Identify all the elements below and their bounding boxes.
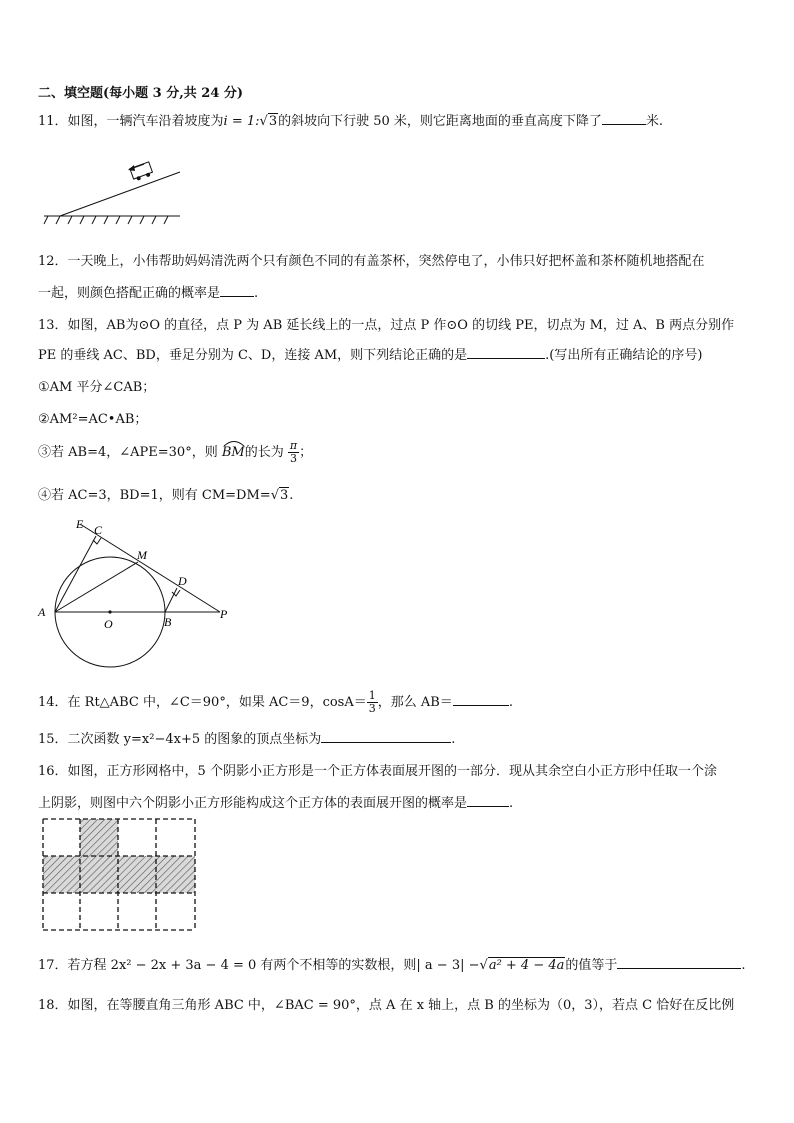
q13-opt3-arc: BM — [222, 445, 245, 460]
question-11: 11．如图，一辆汽车沿着坡度为i = 1:√3的斜坡向下行驶 50 米，则它距离地面的垂直高度下降了 米. — [38, 114, 664, 129]
question-18-line1: 18．如图，在等腰直角三角形 ABC 中，∠BAC = 90°，点 A 在 x 轴上，点 B 的坐标为（0，3），若点 C 恰好在反比例 — [38, 998, 735, 1013]
label-d: D — [178, 574, 187, 588]
q11-unit: 米. — [645, 114, 664, 129]
q12-prefix: 一起，则颜色搭配正确的概率是 — [38, 286, 221, 301]
label-p: P — [220, 607, 228, 621]
q13-opt4-prefix: ④若 AC=3，BD=1，则有 CM=DM= — [38, 488, 271, 503]
q16-suffix: . — [509, 796, 514, 811]
question-17: 17．若方程 2x² − 2x + 3a − 4 = 0 有两个不相等的实数根，则| a − 3| −√a² + 4 − 4a的值等于 . — [38, 958, 746, 973]
q12-suffix: . — [254, 286, 259, 301]
question-12-line1: 12．一天晚上，小伟帮助妈妈清洗两个只有颜色不同的有盖茶杯，突然停电了，小伟只好把杯盖和茶杯随机地搭配在 — [38, 254, 705, 269]
q17-prefix: 17．若方程 2x² − 2x + 3a − 4 = 0 有两个不相等的实数根，则| a − 3| − — [38, 958, 480, 973]
q13-opt3-suffix: ； — [299, 445, 313, 460]
label-b: B — [164, 615, 172, 629]
q15-suffix: . — [451, 732, 456, 747]
q12-answer-blank[interactable] — [220, 284, 254, 297]
label-e: E — [76, 517, 84, 531]
q17-mid: 的值等于 — [565, 958, 618, 973]
question-16-line2 — [38, 792, 513, 811]
circle-tangent-figure — [34, 514, 244, 674]
label-m: M — [137, 548, 147, 562]
section-title: 二、填空题(每小题 3 分,共 24 分) — [38, 86, 244, 101]
q11-ratio: i = 1: — [223, 114, 260, 129]
q13-opt4-suffix: . — [289, 488, 294, 503]
q11-answer-blank[interactable] — [602, 112, 646, 125]
question-13-line1: 13．如图，AB为⊙O 的直径，点 P 为 AB 延长线上的一点，过点 P 作⊙O 的切线 PE，切点为 M，过 A、B 两点分别作 — [38, 318, 735, 333]
q11-prefix: 11．如图，一辆汽车沿着坡度为 — [38, 114, 224, 129]
q13-opt4-sqrt: 3 — [279, 488, 289, 503]
q13-prefix: PE 的垂线 AC、BD，垂足分别为 C、D，连接 AM，则下列结论正确的是 — [38, 348, 468, 363]
q13-option-2: ②AM²=AC•AB； — [38, 412, 148, 427]
cube-net-grid-figure — [42, 818, 196, 932]
q13-option-3 — [38, 440, 312, 465]
label-a: A — [38, 605, 46, 619]
q13-option-4: ④若 AC=3，BD=1，则有 CM=DM=√3. — [38, 488, 294, 503]
question-13-line2 — [38, 344, 702, 363]
question-15 — [38, 728, 455, 747]
q17-sqrt: a² + 4 − 4a — [488, 958, 565, 973]
question-12-line2 — [38, 282, 258, 301]
slope-car-figure — [40, 150, 190, 230]
q14-answer-blank[interactable] — [453, 693, 509, 706]
q13-suffix: .(写出所有正确结论的序号) — [545, 348, 703, 363]
q17-answer-blank[interactable] — [617, 956, 741, 969]
q13-opt3-fraction: $\frac{\pi}{3}$ — [289, 439, 298, 465]
q13-opt3-prefix: ③若 AB=4，∠APE=30°，则 — [38, 445, 218, 460]
question-16-line1: 16．如图，正方形网格中，5 个阴影小正方形是一个正方体表面展开图的一部分．现从其余空白小正方形中任取一个涂 — [38, 764, 717, 779]
q11-suffix: 的斜坡向下行驶 50 米，则它距离地面的垂直高度下降了 — [278, 114, 602, 129]
q14-prefix: 14．在 Rt△ABC 中，∠C＝90°，如果 AC＝9，cosA＝ — [38, 695, 367, 710]
q15-answer-blank[interactable] — [321, 730, 451, 743]
q14-suffix: . — [508, 695, 513, 710]
q13-opt3-mid: 的长为 — [244, 445, 284, 460]
q14-fraction: $\frac{1}{3}$ — [368, 689, 376, 715]
question-14 — [38, 690, 513, 715]
q16-answer-blank[interactable] — [467, 794, 509, 807]
q15-prefix: 15．二次函数 y=x²−4x+5 的图象的顶点坐标为 — [38, 732, 322, 747]
q14-mid: ，那么 AB＝ — [377, 695, 453, 710]
label-c: C — [94, 523, 103, 537]
q13-answer-blank[interactable] — [467, 346, 545, 359]
q17-suffix: . — [741, 958, 746, 973]
q13-option-1: ①AM 平分∠CAB； — [38, 380, 156, 395]
label-o: O — [104, 617, 113, 631]
q11-sqrt: 3 — [268, 114, 278, 129]
q16-prefix: 上阴影，则图中六个阴影小正方形能构成这个正方体的表面展开图的概率是 — [38, 796, 468, 811]
